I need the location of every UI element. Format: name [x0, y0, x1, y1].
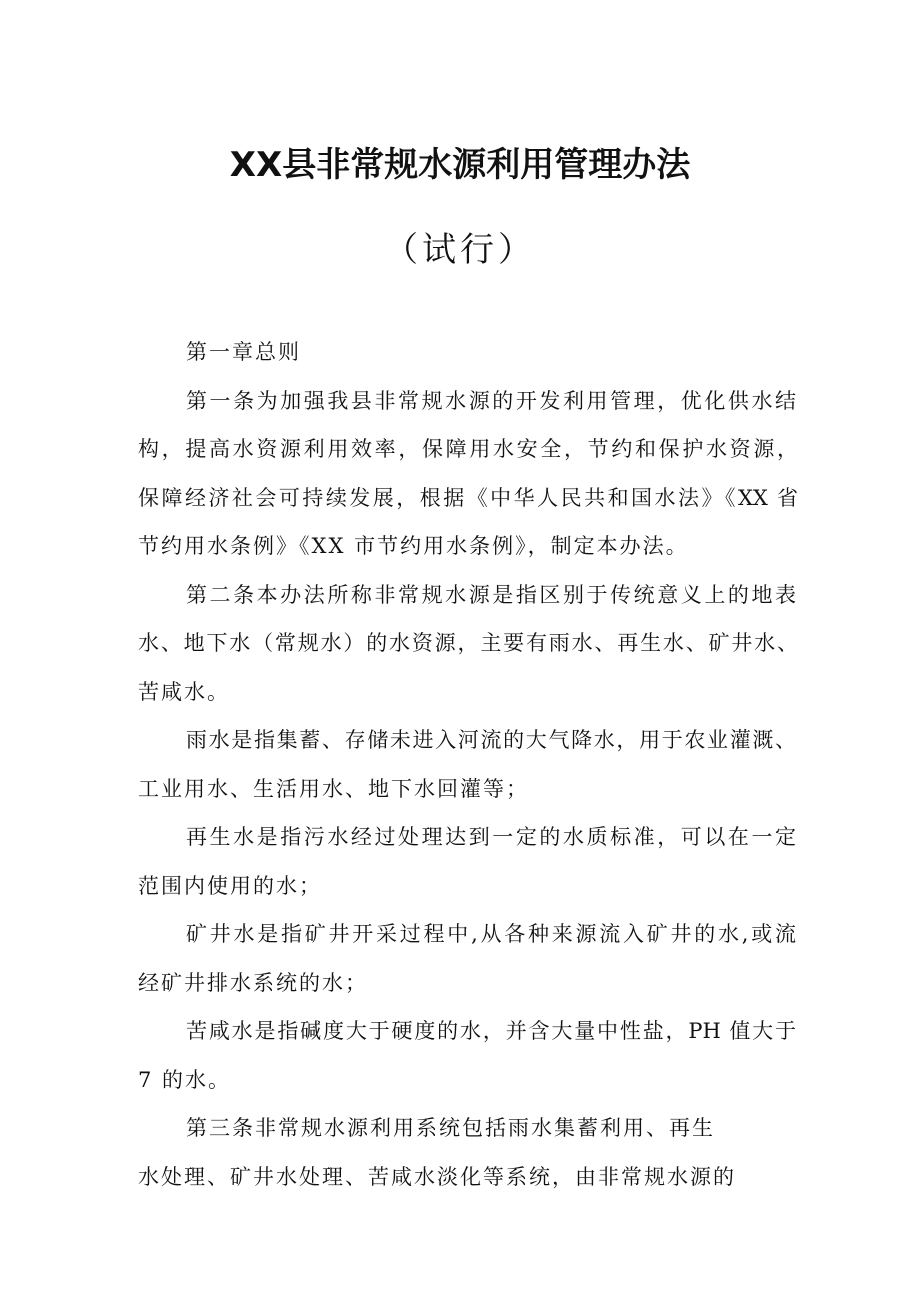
paragraph-line: 第一条为加强我县非常规水源的开发利用管理，优化供水结	[186, 388, 796, 413]
paragraph-line: 矿井水是指矿井开采过程中,从各种来源流入矿井的水,或流	[186, 922, 796, 946]
paragraph-line: 7 的水。	[138, 1067, 232, 1092]
chapter-heading	[0, 328, 920, 377]
paragraph-line: 第一章总则	[186, 340, 301, 364]
article-3-paragraph	[0, 1104, 920, 1201]
document-subtitle: （试行）	[384, 230, 536, 270]
paragraph-line: 雨水是指集蓄、存储未进入河流的大气降水，用于农业灌溉、	[186, 728, 796, 752]
paragraph-line: 水、地下水（常规水）的水资源，主要有雨水、再生水、矿井水、	[138, 631, 798, 655]
paragraph-line: 再生水是指污水经过处理达到一定的水质标准，可以在一定	[186, 825, 796, 849]
paragraph-line: 第三条非常规水源利用系统包括雨水集蓄利用、再生	[186, 1116, 715, 1140]
paragraph-line: 经矿井排水系统的水；	[138, 970, 368, 995]
brackish-water-definition-paragraph	[0, 1007, 920, 1104]
document-title: XX县非常规水源利用管理办法	[229, 145, 691, 185]
paragraph-line: 范围内使用的水；	[138, 873, 322, 898]
reclaimed-water-definition-paragraph	[0, 813, 920, 910]
paragraph-line: 节约用水条例》《XX 市节约用水条例》，制定本办法。	[138, 534, 689, 558]
paragraph-line: 苦咸水是指碱度大于硬度的水，并含大量中性盐，PH 值大于	[186, 1019, 796, 1043]
article-1-paragraph	[0, 377, 920, 571]
mine-water-definition-paragraph	[0, 910, 920, 1007]
rainwater-definition-paragraph	[0, 716, 920, 813]
paragraph-line: 苦咸水。	[138, 679, 230, 704]
paragraph-line: 构，提高水资源利用效率，保障用水安全，节约和保护水资源，	[138, 437, 798, 461]
paragraph-line: 第二条本办法所称非常规水源是指区别于传统意义上的地表	[186, 582, 796, 607]
paragraph-line: 水处理、矿井水处理、苦咸水淡化等系统，由非常规水源的	[138, 1164, 736, 1189]
article-2-paragraph	[0, 571, 920, 717]
paragraph-line: 工业用水、生活用水、地下水回灌等；	[138, 776, 529, 801]
document-body	[0, 328, 920, 1201]
paragraph-line: 保障经济社会可持续发展，根据《中华人民共和国水法》《XX 省	[138, 485, 798, 510]
